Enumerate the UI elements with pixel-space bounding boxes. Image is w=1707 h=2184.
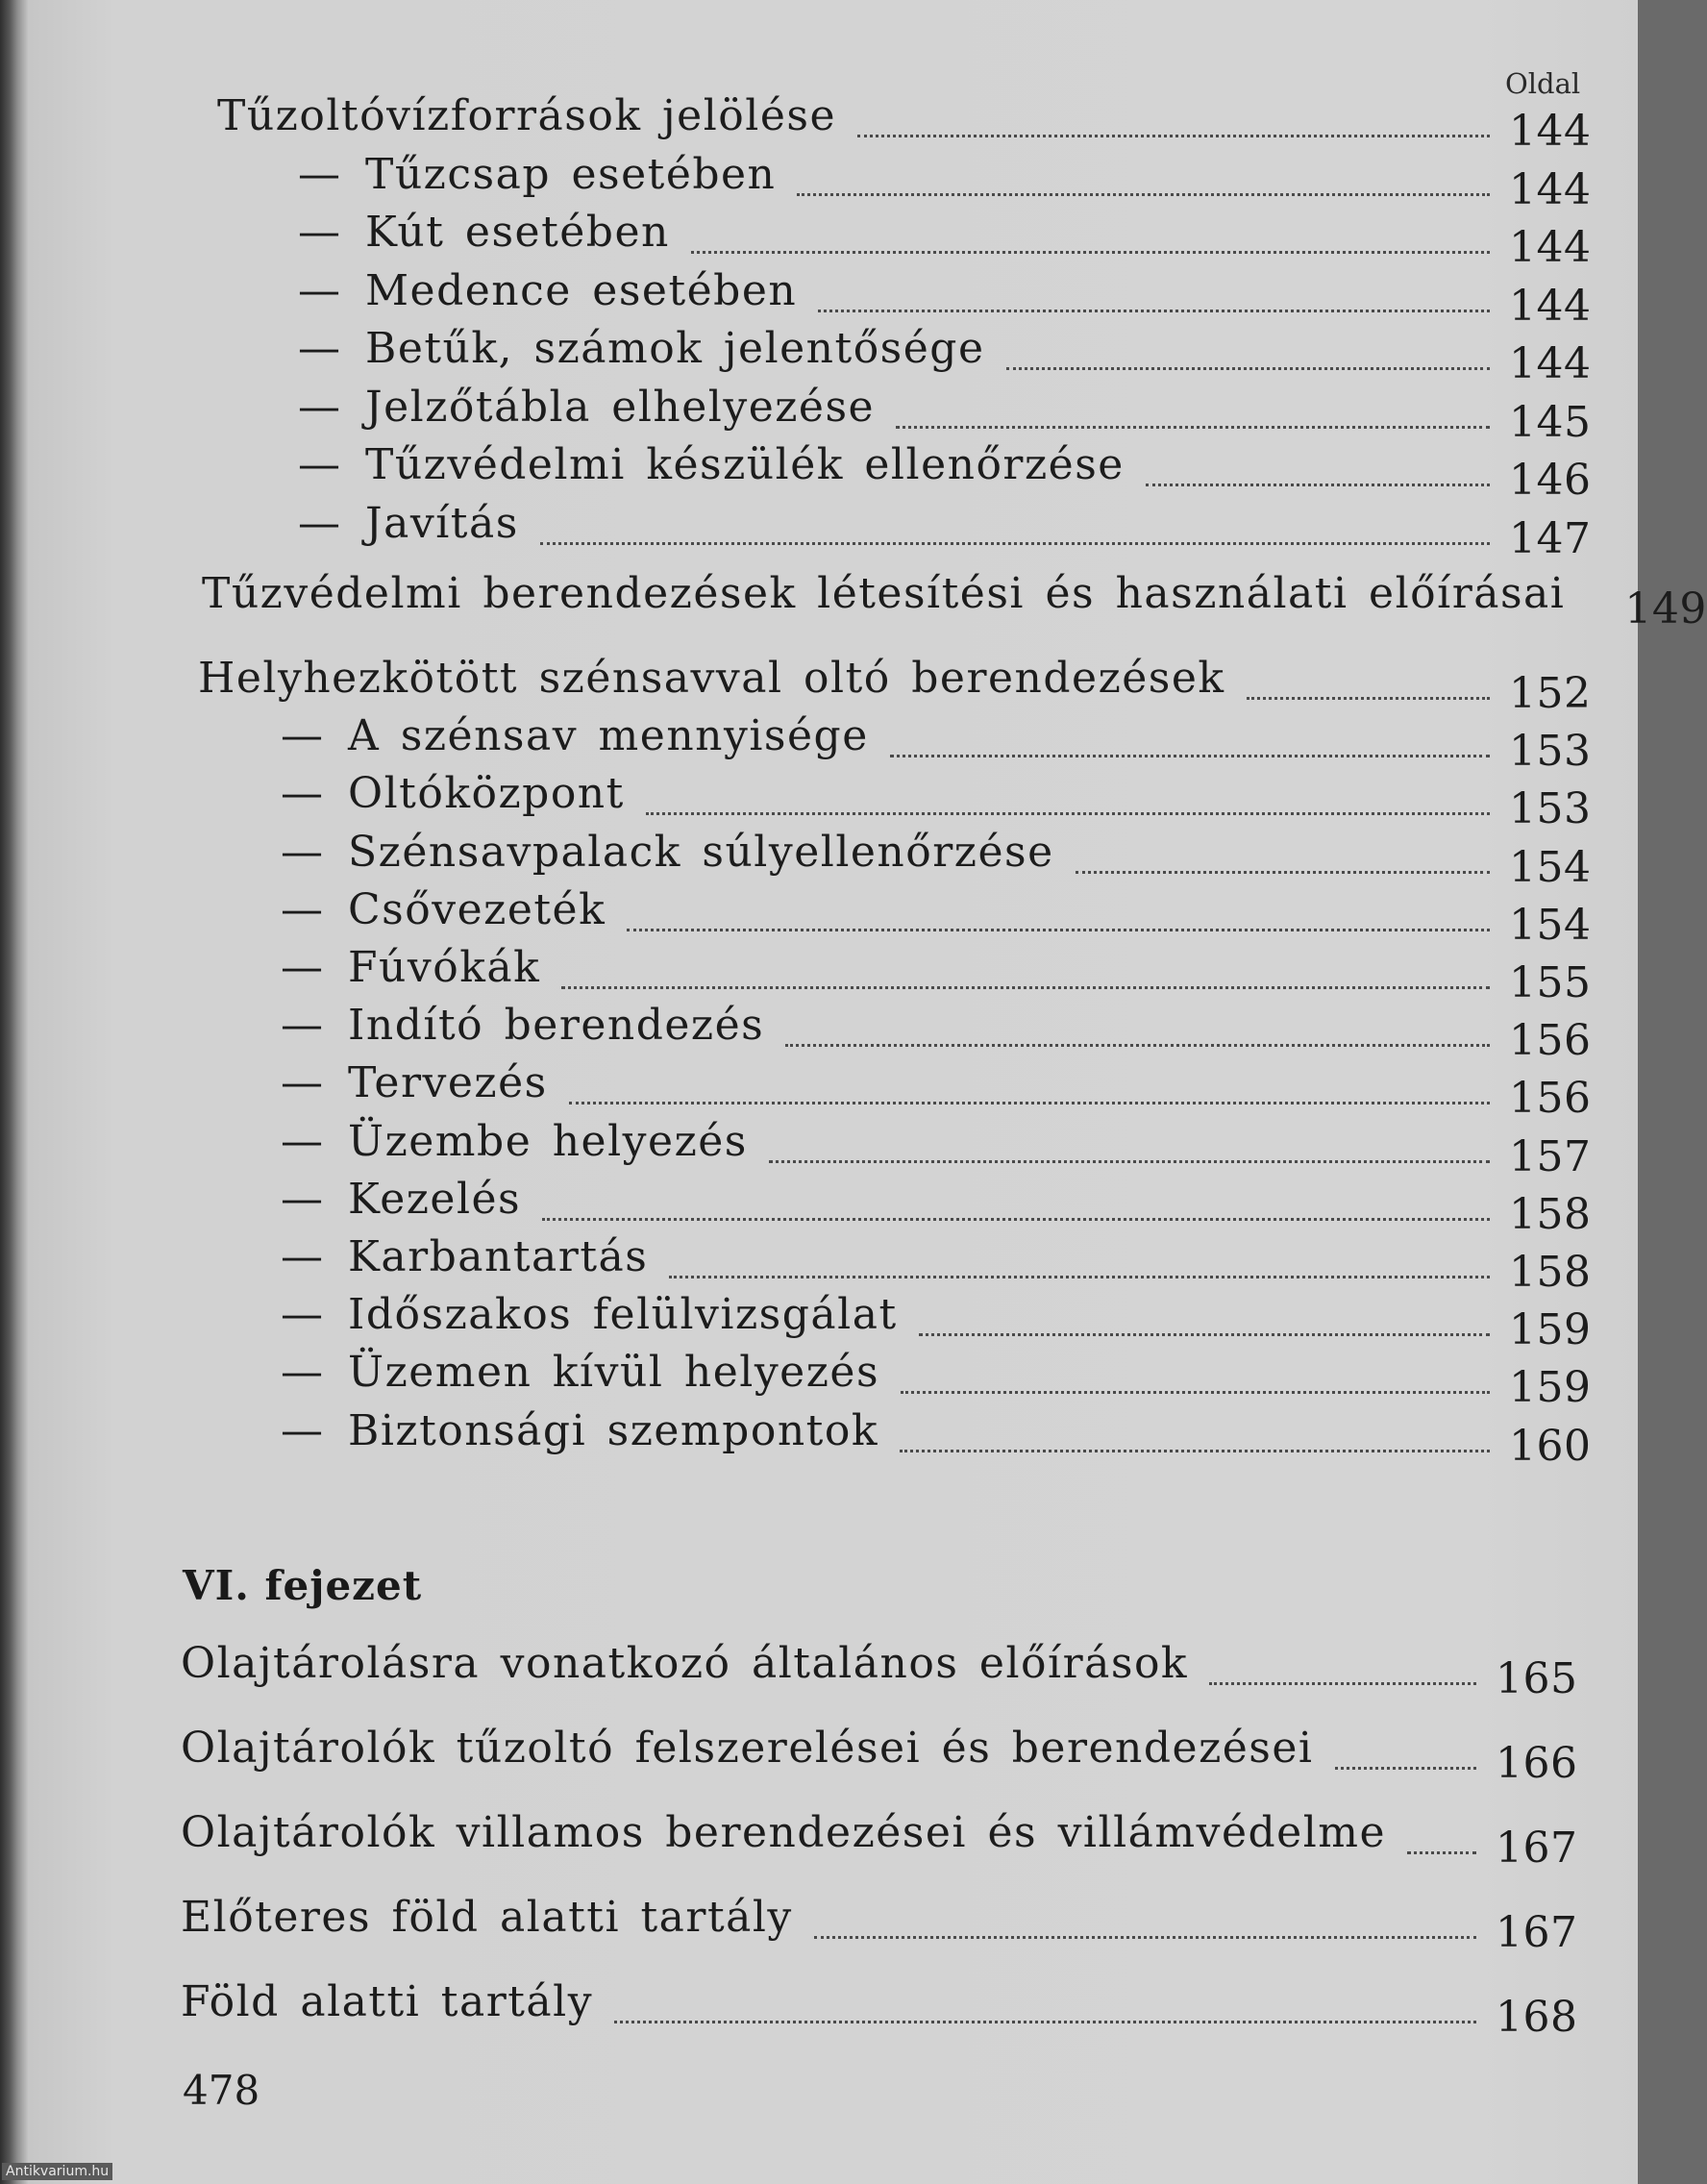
toc-entry-dash: — [281,1232,325,1281]
toc-entry [281,1348,1592,1413]
toc-entry-dash: — [281,1290,325,1340]
toc-entry-title: A szénsav mennyisége [348,711,869,761]
toc-entry-title: Jelzőtábla elhelyezése [365,382,876,432]
toc-entry-leader-dots [669,1276,1490,1278]
toc-entry-page-number: 166 [1496,1739,1578,1788]
toc-entry-title: Tűzvédelmi készülék ellenőrzése [365,440,1125,489]
toc-entry-title: Oltóközpont [348,769,625,819]
toc-entry [181,1977,1578,2042]
toc-entry-leader-dots [1407,1851,1476,1854]
toc-entry-page-number: 167 [1496,1908,1578,1957]
toc-entry-page-number: 158 [1509,1189,1592,1239]
toc-entry-page-number: 154 [1509,842,1592,892]
toc-entry [281,943,1592,1007]
toc-entry-dash: — [281,884,325,934]
toc-entry-page-number: 145 [1509,397,1592,447]
toc-entry-leader-dots [896,426,1490,429]
page-number: 478 [183,2067,260,2114]
toc-entry-leader-dots [627,929,1490,931]
toc-entry-page-number: 144 [1509,223,1592,272]
toc-entry-leader-dots [1146,484,1490,486]
toc-entry-leader-dots [540,542,1490,545]
toc-entry-leader-dots [857,135,1490,137]
toc-entry-title: Tervezés [348,1058,548,1108]
toc-entry-page-number: 149 [1624,584,1707,633]
toc-entry [181,1808,1578,1873]
toc-entry-leader-dots [769,1160,1490,1163]
toc-entry-title: Előteres föld alatti tartály [181,1893,793,1942]
book-page [29,0,1707,2184]
toc-entry-dash: — [281,1116,325,1166]
toc-entry-page-number: 167 [1496,1824,1578,1873]
toc-entry [281,1174,1592,1239]
toc-entry-dash: — [298,498,342,548]
toc-entry [281,711,1592,777]
toc-entry [281,884,1592,950]
toc-entry-title: Helyhezkötött szénsavval oltó berendezések [198,654,1225,703]
toc-entry-title: Tűzvédelmi berendezések létesítési és használati előírásai [202,569,1566,618]
toc-entry-dash: — [281,711,325,761]
toc-entry [298,149,1592,214]
toc-entry-page-number: 144 [1509,339,1592,388]
toc-entry [181,1893,1578,1957]
toc-entry-title: Időszakos felülvizsgálat [348,1290,898,1340]
toc-entry [202,569,1707,633]
toc-entry [298,498,1592,563]
toc-entry-page-number: 160 [1509,1421,1592,1471]
toc-entry-title: Üzembe helyezés [348,1116,748,1166]
toc-entry-dash: — [281,827,325,877]
toc-entry-leader-dots [542,1218,1490,1221]
toc-entry-title: Fúvókák [348,943,541,992]
toc-entry-dash: — [281,943,325,992]
toc-entry-dash: — [298,149,342,199]
toc-entry-dash: — [281,1058,325,1108]
toc-entry-page-number: 157 [1509,1131,1592,1181]
toc-entry [281,769,1592,834]
toc-entry-leader-dots [614,2021,1476,2023]
toc-entry-dash: — [281,769,325,819]
toc-entry [298,440,1592,505]
toc-entry-dash: — [281,1174,325,1224]
toc-entry-title: Betűk, számok jelentősége [365,324,985,373]
toc-entry-title: Olajtárolásra vonatkozó általános előírások [181,1639,1189,1688]
toc-entry [198,654,1592,718]
toc-entry-leader-dots [890,755,1490,757]
toc-entry-page-number: 144 [1509,107,1592,156]
toc-entry-title: Tűzoltóvízforrások jelölése [217,91,836,140]
toc-entry-page-number: 165 [1496,1654,1578,1703]
toc-entry-leader-dots [797,193,1490,196]
toc-entry-leader-dots [901,1391,1490,1394]
toc-entry [281,1058,1592,1124]
toc-entry-dash: — [281,1405,325,1455]
toc-entry-leader-dots [561,986,1490,989]
toc-entry-title: Biztonsági szempontok [348,1405,878,1455]
toc-entry-leader-dots [814,1936,1476,1939]
book-spine-shadow [0,0,29,2184]
chapter-heading: VI. fejezet [183,1562,423,1609]
toc-entry-page-number: 156 [1509,1074,1592,1124]
toc-entry-title: Medence esetében [365,265,798,315]
toc-entry-title: Karbantartás [348,1232,649,1281]
toc-entry-title: Kezelés [348,1174,522,1224]
toc-entry [281,1290,1592,1355]
toc-entry-page-number: 147 [1509,513,1592,563]
toc-entry-dash: — [298,208,342,257]
toc-entry [281,827,1592,892]
toc-entry-leader-dots [569,1102,1490,1104]
toc-entry-page-number: 156 [1509,1016,1592,1066]
toc-entry-leader-dots [691,251,1490,254]
toc-entry-page-number: 168 [1496,1993,1578,2042]
toc-entry-title: Csővezeték [348,884,606,934]
toc-entry-page-number: 144 [1509,164,1592,214]
toc-entry-page-number: 144 [1509,281,1592,331]
toc-entry-title: Üzemen kívül helyezés [348,1348,880,1398]
toc-entry-title: Indító berendezés [348,1001,765,1051]
toc-entry [281,1001,1592,1066]
toc-entry [281,1116,1592,1181]
toc-entry-title: Olajtárolók tűzoltó felszerelései és berendezései [181,1724,1314,1773]
toc-entry-leader-dots [900,1450,1490,1452]
toc-entry-dash: — [298,324,342,373]
toc-entry-dash: — [281,1001,325,1051]
toc-entry-dash: — [298,382,342,432]
toc-entry-page-number: 153 [1509,784,1592,834]
toc-entry-page-number: 159 [1509,1363,1592,1413]
toc-entry [298,324,1592,388]
toc-entry-leader-dots [1006,367,1490,370]
toc-entry-title: Javítás [365,498,519,548]
toc-entry [298,382,1592,447]
toc-entry-dash: — [298,265,342,315]
toc-entry-leader-dots [1335,1767,1477,1770]
toc-entry-leader-dots [1247,697,1490,700]
toc-entry-leader-dots [646,812,1490,815]
toc-entry-dash: — [281,1348,325,1398]
toc-entry [281,1232,1592,1297]
toc-entry [281,1405,1592,1471]
toc-entry-title: Kút esetében [365,208,670,257]
toc-entry-page-number: 158 [1509,1248,1592,1297]
toc-entry-leader-dots [1209,1682,1476,1685]
toc-entry-leader-dots [818,310,1490,312]
toc-entry [298,208,1592,272]
toc-entry-title: Föld alatti tartály [181,1977,594,2026]
toc-entry-leader-dots [785,1044,1490,1047]
toc-entry [181,1724,1578,1788]
toc-entry-page-number: 153 [1509,727,1592,777]
toc-entry-page-number: 159 [1509,1305,1592,1355]
toc-entry [217,91,1592,156]
toc-entry-page-number: 152 [1509,669,1592,718]
toc-entry [298,265,1592,331]
toc-entry-title: Szénsavpalack súlyellenőrzése [348,827,1054,877]
toc-entry-leader-dots [919,1333,1490,1336]
toc-entry [181,1639,1578,1703]
toc-entry-page-number: 146 [1509,456,1592,505]
toc-entry-title: Olajtárolók villamos berendezései és villámvédelme [181,1808,1387,1857]
toc-entry-page-number: 154 [1509,900,1592,950]
toc-entry-title: Tűzcsap esetében [365,149,777,199]
toc-entry-dash: — [298,440,342,489]
watermark: Antikvarium.hu [2,2163,112,2180]
toc-entry-page-number: 155 [1509,958,1592,1007]
page-column-header: Oldal [1505,67,1581,100]
toc-entry-leader-dots [1076,871,1490,874]
